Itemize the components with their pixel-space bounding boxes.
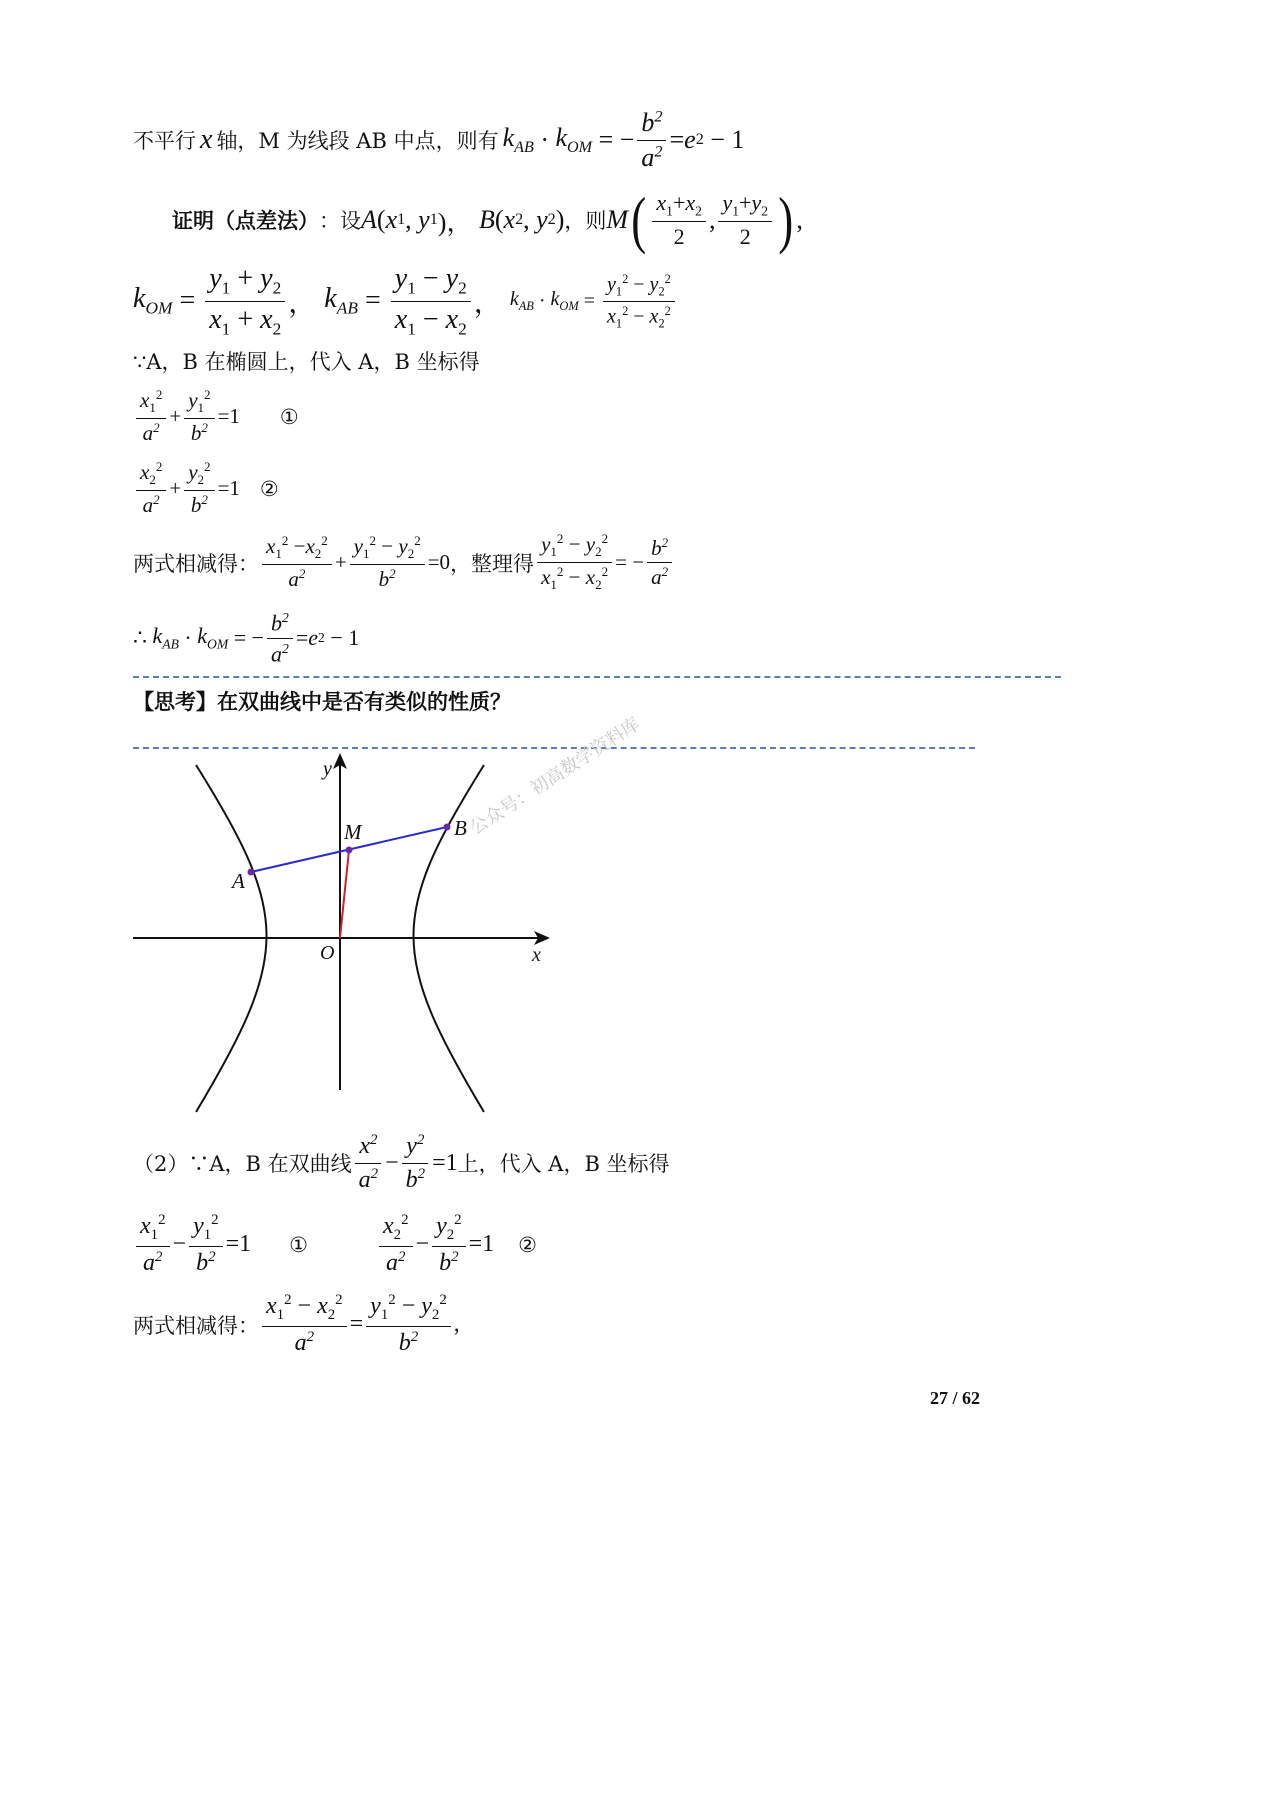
- slopes-line: [133, 263, 678, 339]
- subtract-label-2: 两式相减得：: [133, 1313, 259, 1338]
- statement-text-2: 轴，M 为线段 AB 中点，则有: [216, 129, 499, 154]
- midpoint-formula: M ( $\frac{x_1+x_2}{2}$ , $\frac{y_1+y_2}{2}$ ) ,: [606, 184, 803, 255]
- label-m: M: [344, 820, 362, 844]
- ellipse-equation-1: $\frac{x_1^2}{a^2}$ + $\frac{y_1^2}{b^2}$ =1 ①: [133, 388, 299, 445]
- proof-line: [172, 184, 803, 255]
- subtract-line-2: 两式相减得： $\frac{x_1^2 - x_2^2}{a^2}$ = $\frac{y_1^2 - y_2^2}{b^2}$ ,: [133, 1292, 460, 1356]
- hyperbola-intro-a: （2）∵A，B 在双曲线: [133, 1152, 352, 1177]
- separator-top: [133, 676, 1061, 678]
- label-b: B: [454, 816, 467, 840]
- watermark: 公众号：初高数学资料库: [466, 713, 644, 840]
- page-number: 27 / 62: [930, 1388, 981, 1408]
- circle-2-marker: ②: [259, 476, 279, 501]
- slope-om-formula: $k_{OM}$ = $\frac{y_1 + y_2}{x_1 + x_2}$ ，: [133, 263, 317, 339]
- proof-text: ：设: [319, 209, 361, 233]
- point-m: [346, 847, 353, 854]
- proof-label: 证明（点差法）: [172, 208, 319, 233]
- circle-1-marker: ①: [279, 404, 299, 429]
- point-b: [444, 824, 451, 831]
- label-a: A: [232, 869, 245, 893]
- hyperbola-equations-line: $\frac{x_1^2}{a^2}$ − $\frac{y_1^2}{b^2}$ =1 ① $\frac{x_2^2}{a^2}$ − $\frac{y_2^2}{b^2}$ =1 ②: [133, 1212, 537, 1277]
- subtract-label: 两式相减得：: [133, 551, 259, 576]
- therefore-line: ∴ $k_{AB}$ · $k_{OM}$ = − $\frac{b^2}{a^2}$ = e 2 − 1: [133, 610, 360, 666]
- proof-then: ，则: [564, 209, 607, 233]
- ellipse-equation-2: $\frac{x_2^2}{a^2}$ + $\frac{y_2^2}{b^2}$ =1 ②: [133, 460, 279, 517]
- hyperbola-diagram: [120, 713, 644, 1120]
- statement-line: [133, 108, 744, 173]
- rearrange-label: ，整理得: [450, 551, 535, 576]
- statement-formula: $k_{AB}$ · $k_{OM}$ = − $\frac{b^2}{a^2}$ = e 2 − 1: [502, 108, 745, 172]
- hyper-circle-1-marker: ①: [289, 1232, 308, 1257]
- slope-ab-formula: $k_{AB}$ = $\frac{y_1 - y_2}{x_1 - x_2}$ ，: [324, 263, 502, 339]
- hyperbola-intro-line: （2）∵A，B 在双曲线 $\frac{x^2}{a^2}$ − $\frac{y^2}{b^2}$ =1 上，代入 A，B 坐标得: [133, 1132, 670, 1193]
- hyper-circle-2-marker: ②: [518, 1232, 537, 1257]
- point-a: [248, 869, 255, 876]
- label-x: x: [532, 944, 541, 966]
- subtract-line: 两式相减得： $\frac{x_1^2 -x_2^2}{a^2}$ + $\frac{y_1^2 - y_2^2}{b^2}$ =0 ，整理得 $\frac{y_1^2 - y_2^2}{x_1^2 - x_2^2}$ = − $\frac{b^2}{a^2}$: [133, 532, 675, 593]
- statement-text-1: 不平行: [133, 129, 196, 154]
- think-heading: 【思考】在双曲线中是否有类似的性质？: [133, 689, 511, 714]
- segment-om: [340, 850, 349, 938]
- x-variable: x: [200, 124, 213, 156]
- label-o: O: [320, 942, 335, 964]
- proof-points: A ( x 1 , y 1 )， B ( x 2 , y 2 ): [361, 205, 565, 237]
- label-y: y: [323, 758, 332, 780]
- slope-product-formula: $k_{AB}$ · $k_{OM}$ = $\frac{y_1^2 - y_2^2}{x_1^2 - x_2^2}$: [510, 272, 678, 331]
- since-ellipse-text: ∵A，B 在椭圆上，代入 A，B 坐标得: [133, 350, 480, 374]
- hyperbola-intro-b: 上，代入 A，B 坐标得: [457, 1152, 670, 1177]
